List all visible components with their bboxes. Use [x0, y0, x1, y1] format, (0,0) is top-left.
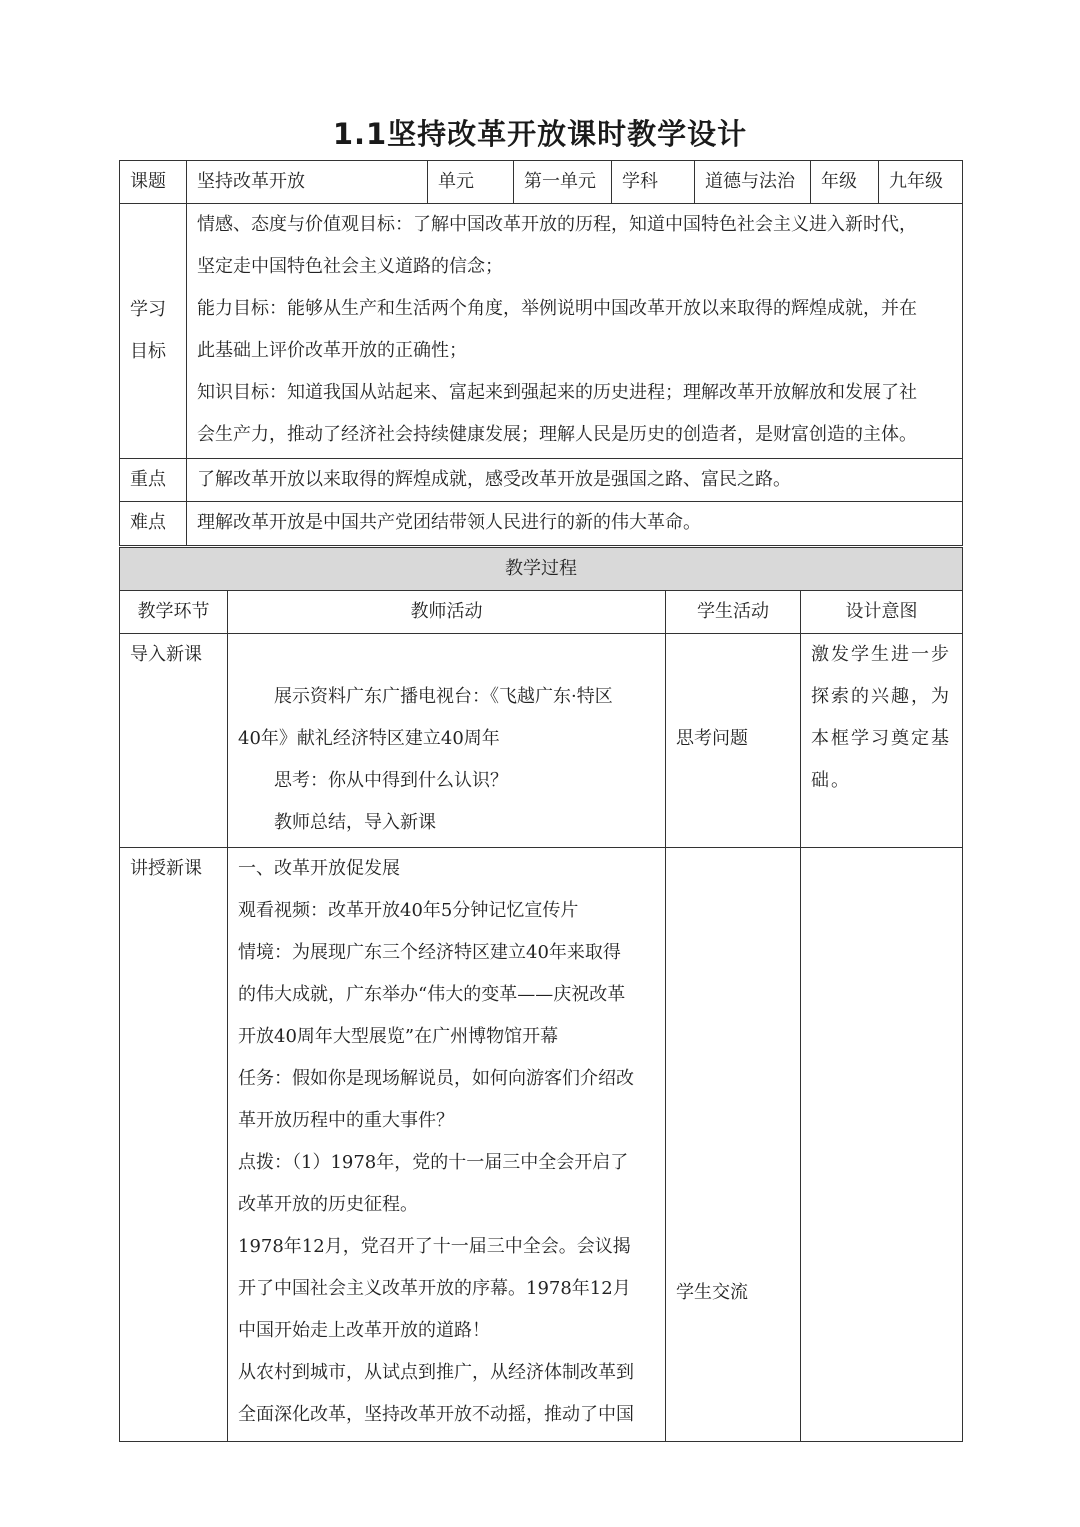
lecture-student [666, 848, 801, 1442]
lecture-teacher-line: 中国开始走上改革开放的道路！ [238, 1320, 490, 1341]
lecture-teacher-line: 任务：假如你是现场解说员，如何向游客们介绍改 [238, 1068, 634, 1089]
topic-value: 坚持改革开放 [187, 161, 428, 204]
lecture-teacher-line: 全面深化改革，坚持改革开放不动摇，推动了中国 [238, 1404, 634, 1425]
intro-intent [801, 634, 963, 848]
page-title: 1.1坚持改革开放课时教学设计 [332, 117, 748, 151]
goals-label [120, 204, 187, 459]
grade-value: 九年级 [879, 161, 963, 204]
lecture-stage: 讲授新课 [120, 848, 228, 1442]
goal-line: 情感、态度与价值观目标：了解中国改革开放的历程，知道中国特色社会主义进入新时代， [197, 214, 917, 235]
key-point-text: 了解改革开放以来取得的辉煌成就，感受改革开放是强国之路、富民之路。 [187, 459, 963, 502]
intro-student-text: 思考问题 [676, 728, 748, 749]
goal-line: 坚定走中国特色社会主义道路的信念； [197, 256, 503, 277]
topic-label: 课题 [120, 161, 187, 204]
goals-label-line-2: 目标 [130, 341, 166, 362]
intro-teacher-line: 40年》献礼经济特区建立40周年 [238, 728, 500, 749]
intro-intent-line: 础。 [811, 770, 851, 791]
intro-intent-line: 本框学习奠定基 [811, 728, 951, 749]
intro-teacher-line: 展示资料广东广播电视台：《飞越广东·特区 [274, 686, 613, 707]
unit-label: 单元 [428, 161, 514, 204]
subject-value: 道德与法治 [695, 161, 811, 204]
goal-line: 知识目标：知道我国从站起来、富起来到强起来的历史进程；理解改革开放解放和发展了社 [197, 382, 917, 403]
lecture-teacher-line: 一、改革开放促发展 [238, 858, 400, 879]
intro-teacher-line: 思考：你从中得到什么认识？ [274, 770, 508, 791]
lecture-teacher-line: 的伟大成就，广东举办“伟大的变革——庆祝改革 [238, 984, 626, 1005]
difficulty-text: 理解改革开放是中国共产党团结带领人民进行的新的伟大革命。 [187, 502, 963, 546]
lecture-teacher-line: 观看视频：改革开放40年5分钟记忆宣传片 [238, 900, 579, 921]
col-stage: 教学环节 [120, 591, 228, 634]
intro-student [666, 634, 801, 848]
process-header: 教学过程 [120, 548, 963, 591]
lecture-teacher [228, 848, 666, 1442]
intro-teacher [228, 634, 666, 848]
lecture-teacher-line: 开放40周年大型展览”在广州博物馆开幕 [238, 1026, 559, 1047]
intro-teacher-line: 教师总结，导入新课 [274, 812, 436, 833]
grade-label: 年级 [811, 161, 879, 204]
goals-content [187, 204, 963, 459]
lecture-teacher-line: 1978年12月，党召开了十一届三中全会。会议揭 [238, 1236, 631, 1257]
unit-value: 第一单元 [514, 161, 612, 204]
intro-intent-line: 探索的兴趣，为 [811, 686, 951, 707]
goal-line: 此基础上评价改革开放的正确性； [197, 340, 467, 361]
goal-line: 能力目标：能够从生产和生活两个角度，举例说明中国改革开放以来取得的辉煌成就，并在 [197, 298, 917, 319]
lecture-student-text: 学生交流 [676, 1282, 748, 1303]
lecture-teacher-line: 从农村到城市，从试点到推广，从经济体制改革到 [238, 1362, 634, 1383]
lecture-teacher-line: 开了中国社会主义改革开放的序幕。1978年12月 [238, 1278, 631, 1299]
lecture-teacher-line: 情境：为展现广东三个经济特区建立40年来取得 [238, 942, 621, 963]
col-student: 学生活动 [666, 591, 801, 634]
lecture-teacher-line: 革开放历程中的重大事件？ [238, 1110, 454, 1131]
lesson-info-table [119, 160, 963, 546]
lecture-teacher-line: 点拨：（1）1978年，党的十一届三中全会开启了 [238, 1152, 629, 1173]
col-teacher: 教师活动 [228, 591, 666, 634]
col-intent: 设计意图 [801, 591, 963, 634]
subject-label: 学科 [612, 161, 695, 204]
key-point-label: 重点 [120, 459, 187, 502]
intro-stage: 导入新课 [120, 634, 228, 848]
goal-line: 会生产力，推动了经济社会持续健康发展；理解人民是历史的创造者，是财富创造的主体。 [197, 424, 917, 445]
difficulty-label: 难点 [120, 502, 187, 546]
lecture-teacher-line: 改革开放的历史征程。 [238, 1194, 418, 1215]
intro-intent-line: 激发学生进一步 [811, 644, 951, 665]
teaching-process-table [119, 547, 963, 1442]
lecture-intent [801, 848, 963, 1442]
goals-label-line-1: 学习 [130, 299, 166, 320]
